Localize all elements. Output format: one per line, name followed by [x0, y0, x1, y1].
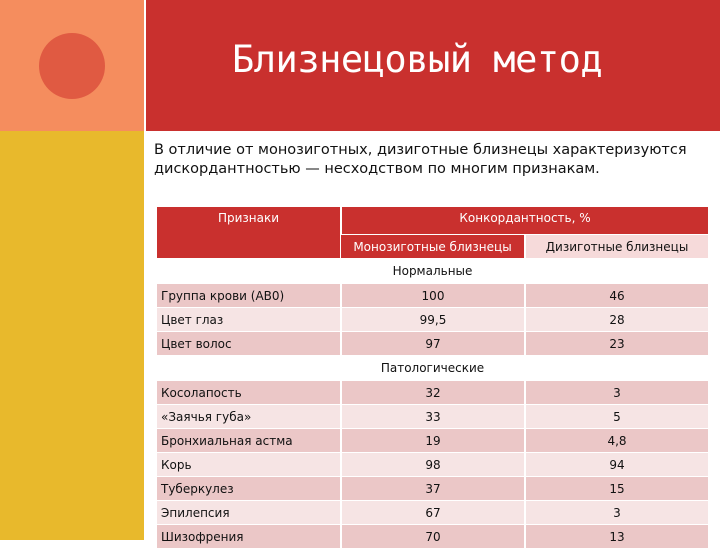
trait-cell: Группа крови (АВ0): [157, 284, 341, 308]
trait-cell: Цвет глаз: [157, 308, 341, 332]
mono-cell: 70: [341, 525, 525, 548]
decor-yellow-panel: [0, 131, 144, 540]
trait-cell: Цвет волос: [157, 332, 341, 356]
mono-cell: 32: [341, 381, 525, 405]
header-mono: Монозиготные близнецы: [341, 235, 525, 259]
mono-cell: 67: [341, 501, 525, 525]
mono-cell: 100: [341, 284, 525, 308]
di-cell: 4,8: [525, 429, 708, 453]
table-row: [157, 332, 708, 356]
table-row: [157, 525, 708, 548]
mono-cell: 37: [341, 477, 525, 501]
table-header-row: [157, 207, 708, 235]
di-cell: 94: [525, 453, 708, 477]
trait-cell: Косолапость: [157, 381, 341, 405]
di-cell: 28: [525, 308, 708, 332]
mono-cell: 19: [341, 429, 525, 453]
section-label-pathological: Патологические: [157, 356, 708, 381]
mono-cell: 33: [341, 405, 525, 429]
trait-cell: Туберкулез: [157, 477, 341, 501]
section-row-normal: [157, 259, 708, 284]
di-cell: 3: [525, 381, 708, 405]
table-row: [157, 381, 708, 405]
trait-cell: Шизофрения: [157, 525, 341, 548]
table-row: [157, 501, 708, 525]
trait-cell: «Заячья губа»: [157, 405, 341, 429]
di-cell: 13: [525, 525, 708, 548]
header-concordance: Конкордантность, %: [341, 207, 708, 235]
header-di: Дизиготные близнецы: [525, 235, 708, 259]
slide-title: Близнецовый метод: [232, 38, 602, 81]
title-banner: [146, 0, 720, 131]
table-row: [157, 477, 708, 501]
table-row: [157, 429, 708, 453]
di-cell: 5: [525, 405, 708, 429]
di-cell: 23: [525, 332, 708, 356]
decor-orange-panel: [0, 0, 144, 131]
table-row: [157, 453, 708, 477]
di-cell: 46: [525, 284, 708, 308]
table-row: [157, 284, 708, 308]
mono-cell: 99,5: [341, 308, 525, 332]
decor-circle: [39, 33, 105, 99]
header-traits: Признаки: [157, 207, 341, 259]
di-cell: 15: [525, 477, 708, 501]
table-row: [157, 308, 708, 332]
intro-text: В отличие от монозиготных, дизиготные близнецы характеризуются дискордантностью — несходством по многим признакам.: [154, 141, 710, 179]
mono-cell: 97: [341, 332, 525, 356]
trait-cell: Корь: [157, 453, 341, 477]
mono-cell: 98: [341, 453, 525, 477]
trait-cell: Эпилепсия: [157, 501, 341, 525]
section-label-normal: Нормальные: [157, 259, 708, 284]
di-cell: 3: [525, 501, 708, 525]
table-row: [157, 405, 708, 429]
concordance-table: [157, 207, 708, 548]
trait-cell: Бронхиальная астма: [157, 429, 341, 453]
section-row-pathological: [157, 356, 708, 381]
